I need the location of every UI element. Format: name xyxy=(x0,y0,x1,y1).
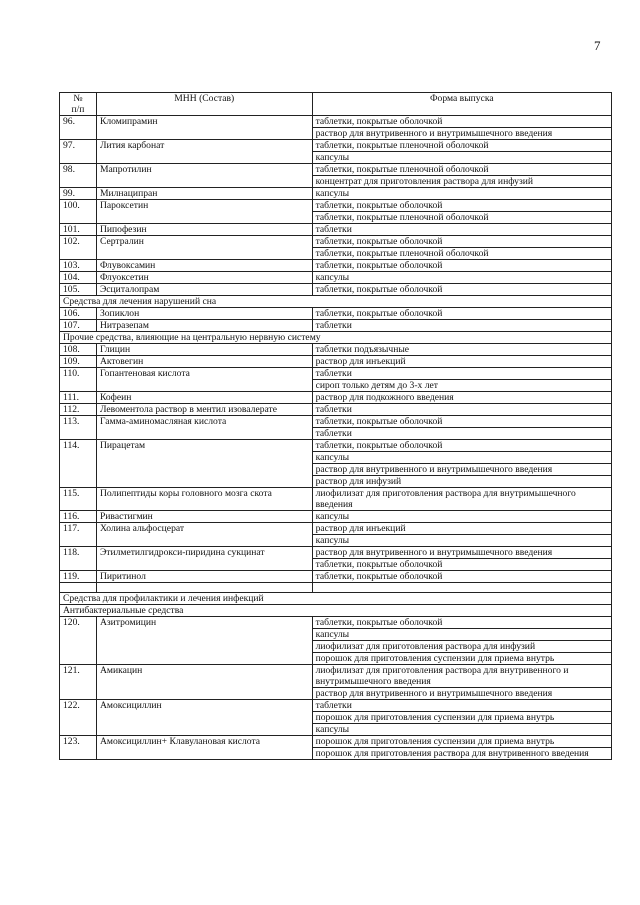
drug-name: Ривастигмин xyxy=(96,511,312,523)
release-form: таблетки xyxy=(312,320,611,332)
section-row xyxy=(60,332,612,344)
table-row xyxy=(60,488,612,511)
release-form: порошок для приготовления суспензии для приема внутрь xyxy=(312,653,611,665)
table-row xyxy=(60,308,612,320)
release-form: концентрат для приготовления раствора для инфузий xyxy=(312,176,611,188)
release-form: таблетки, покрытые пленочной оболочкой xyxy=(312,164,611,176)
release-form: лиофилизат для приготовления раствора для инфузий xyxy=(312,641,611,653)
release-form: капсулы xyxy=(312,724,611,736)
drug-name: Амикацин xyxy=(96,665,312,700)
drug-number: 122. xyxy=(60,700,97,736)
drug-number: 106. xyxy=(60,308,97,320)
header-form: Форма выпуска xyxy=(312,93,611,116)
table-row xyxy=(60,665,612,688)
release-form: раствор для внутривенного и внутримышечного введения xyxy=(312,547,611,559)
release-form: раствор для внутривенного и внутримышечного введения xyxy=(312,128,611,140)
section-row xyxy=(60,296,612,308)
release-form: таблетки xyxy=(312,700,611,712)
drug-name: Гопантеновая кислота xyxy=(96,368,312,392)
drug-number: 115. xyxy=(60,488,97,511)
section-title: Средства для лечения нарушений сна xyxy=(60,296,612,308)
table-body xyxy=(60,116,612,760)
drug-number: 114. xyxy=(60,440,97,488)
drug-name: Пароксетин xyxy=(96,200,312,224)
drug-name: Эсциталопрам xyxy=(96,284,312,296)
release-form: таблетки, покрытые оболочкой xyxy=(312,236,611,248)
drug-number: 107. xyxy=(60,320,97,332)
drug-name: Полипептиды коры головного мозга скота xyxy=(96,488,312,511)
table-row xyxy=(60,116,612,128)
drug-number: 113. xyxy=(60,416,97,440)
release-form: раствор для подкожного введения xyxy=(312,392,611,404)
table-row xyxy=(60,700,612,712)
drug-number: 120. xyxy=(60,617,97,665)
spacer-cell xyxy=(60,583,97,593)
drug-number: 99. xyxy=(60,188,97,200)
table-row xyxy=(60,736,612,748)
section-title: Средства для профилактики и лечения инфекций xyxy=(60,593,612,605)
drug-name: Флуоксетин xyxy=(96,272,312,284)
drug-name: Мапротилин xyxy=(96,164,312,188)
header-number xyxy=(60,93,97,116)
section-title: Антибактериальные средства xyxy=(60,605,612,617)
release-form: таблетки xyxy=(312,428,611,440)
table-row xyxy=(60,284,612,296)
drug-name: Левоментола раствор в ментил изовалерате xyxy=(96,404,312,416)
release-form: таблетки xyxy=(312,368,611,380)
drug-number: 117. xyxy=(60,523,97,547)
release-form: таблетки, покрытые пленочной оболочкой xyxy=(312,140,611,152)
table-row xyxy=(60,236,612,248)
table-row xyxy=(60,523,612,535)
drug-name: Азитромицин xyxy=(96,617,312,665)
section-row xyxy=(60,593,612,605)
spacer-cell xyxy=(312,583,611,593)
drug-name: Амоксициллин xyxy=(96,700,312,736)
drug-number: 123. xyxy=(60,736,97,760)
drug-name: Холина альфосцерат xyxy=(96,523,312,547)
table-row xyxy=(60,356,612,368)
drug-number: 110. xyxy=(60,368,97,392)
drug-name: Актовегин xyxy=(96,356,312,368)
drug-number: 102. xyxy=(60,236,97,260)
header-number-line2: п/п xyxy=(71,104,85,115)
release-form: лиофилизат для приготовления раствора для внутримышечного введения xyxy=(312,488,611,511)
header-number-line1: № xyxy=(73,93,83,104)
release-form: капсулы xyxy=(312,629,611,641)
table-row xyxy=(60,320,612,332)
table-row xyxy=(60,440,612,452)
drug-number: 100. xyxy=(60,200,97,224)
drug-number: 111. xyxy=(60,392,97,404)
header-name: МНН (Состав) xyxy=(96,93,312,116)
drug-name: Гамма-аминомасляная кислота xyxy=(96,416,312,440)
drug-name: Зопиклон xyxy=(96,308,312,320)
drug-name: Амоксициллин+ Клавулановая кислота xyxy=(96,736,312,760)
drug-name: Глицин xyxy=(96,344,312,356)
section-title: Прочие средства, влияющие на центральную нервную систему xyxy=(60,332,612,344)
drug-name: Пипофезин xyxy=(96,224,312,236)
drug-name: Нитразепам xyxy=(96,320,312,332)
drug-number: 112. xyxy=(60,404,97,416)
drug-number: 97. xyxy=(60,140,97,164)
release-form: порошок для приготовления раствора для внутривенного введения xyxy=(312,748,611,760)
drug-name: Сертралин xyxy=(96,236,312,260)
release-form: сироп только детям до 3-х лет xyxy=(312,380,611,392)
drug-number: 108. xyxy=(60,344,97,356)
page-number: 7 xyxy=(594,38,601,53)
section-row xyxy=(60,605,612,617)
drug-name: Кломипрамин xyxy=(96,116,312,140)
drug-number: 119. xyxy=(60,571,97,583)
release-form: таблетки, покрытые оболочкой xyxy=(312,308,611,320)
table-row xyxy=(60,617,612,629)
drug-name: Лития карбонат xyxy=(96,140,312,164)
drug-name: Флувоксамин xyxy=(96,260,312,272)
release-form: капсулы xyxy=(312,535,611,547)
release-form: таблетки, покрытые оболочкой xyxy=(312,559,611,571)
table-row xyxy=(60,511,612,523)
table-row xyxy=(60,344,612,356)
release-form: таблетки, покрытые оболочкой xyxy=(312,116,611,128)
release-form: капсулы xyxy=(312,452,611,464)
release-form: таблетки, покрытые оболочкой xyxy=(312,440,611,452)
drug-name: Этилметилгидрокси-пиридина сукцинат xyxy=(96,547,312,571)
drug-number: 104. xyxy=(60,272,97,284)
release-form: таблетки, покрытые оболочкой xyxy=(312,284,611,296)
drug-number: 116. xyxy=(60,511,97,523)
release-form: таблетки, покрытые пленочной оболочкой xyxy=(312,248,611,260)
release-form: лиофилизат для приготовления раствора для внутривенного и внутримышечного введения xyxy=(312,665,611,688)
release-form: раствор для инъекций xyxy=(312,356,611,368)
release-form: раствор для инъекций xyxy=(312,523,611,535)
spacer-row xyxy=(60,583,612,593)
table-row xyxy=(60,188,612,200)
table-row xyxy=(60,547,612,559)
release-form: порошок для приготовления суспензии для приема внутрь xyxy=(312,712,611,724)
release-form: таблетки, покрытые оболочкой xyxy=(312,260,611,272)
release-form: раствор для внутривенного и внутримышечного введения xyxy=(312,464,611,476)
release-form: таблетки, покрытые оболочкой xyxy=(312,571,611,583)
release-form: таблетки, покрытые пленочной оболочкой xyxy=(312,212,611,224)
table-row xyxy=(60,272,612,284)
table-row xyxy=(60,224,612,236)
drug-name: Пирацетам xyxy=(96,440,312,488)
table-row xyxy=(60,416,612,428)
drug-number: 118. xyxy=(60,547,97,571)
release-form: таблетки подъязычные xyxy=(312,344,611,356)
release-form: капсулы xyxy=(312,188,611,200)
table-row xyxy=(60,404,612,416)
drug-number: 101. xyxy=(60,224,97,236)
release-form: капсулы xyxy=(312,152,611,164)
release-form: таблетки xyxy=(312,224,611,236)
table-row xyxy=(60,140,612,152)
table-row xyxy=(60,368,612,380)
release-form: капсулы xyxy=(312,511,611,523)
table-row xyxy=(60,200,612,212)
release-form: таблетки xyxy=(312,404,611,416)
release-form: таблетки, покрытые оболочкой xyxy=(312,416,611,428)
table-row xyxy=(60,260,612,272)
release-form: порошок для приготовления суспензии для приема внутрь xyxy=(312,736,611,748)
release-form: таблетки, покрытые оболочкой xyxy=(312,200,611,212)
drug-number: 103. xyxy=(60,260,97,272)
drug-name: Милнаципран xyxy=(96,188,312,200)
table-row xyxy=(60,571,612,583)
drug-number: 109. xyxy=(60,356,97,368)
drug-number: 121. xyxy=(60,665,97,700)
release-form: таблетки, покрытые оболочкой xyxy=(312,617,611,629)
drug-number: 98. xyxy=(60,164,97,188)
drug-name: Пиритинол xyxy=(96,571,312,583)
release-form: раствор для инфузий xyxy=(312,476,611,488)
table-row xyxy=(60,392,612,404)
table-header-row xyxy=(60,93,612,116)
drug-name: Кофеин xyxy=(96,392,312,404)
drug-number: 96. xyxy=(60,116,97,140)
release-form: раствор для внутривенного и внутримышечного введения xyxy=(312,688,611,700)
release-form: капсулы xyxy=(312,272,611,284)
drug-table xyxy=(59,92,612,760)
spacer-cell xyxy=(96,583,312,593)
drug-number: 105. xyxy=(60,284,97,296)
table-row xyxy=(60,164,612,176)
